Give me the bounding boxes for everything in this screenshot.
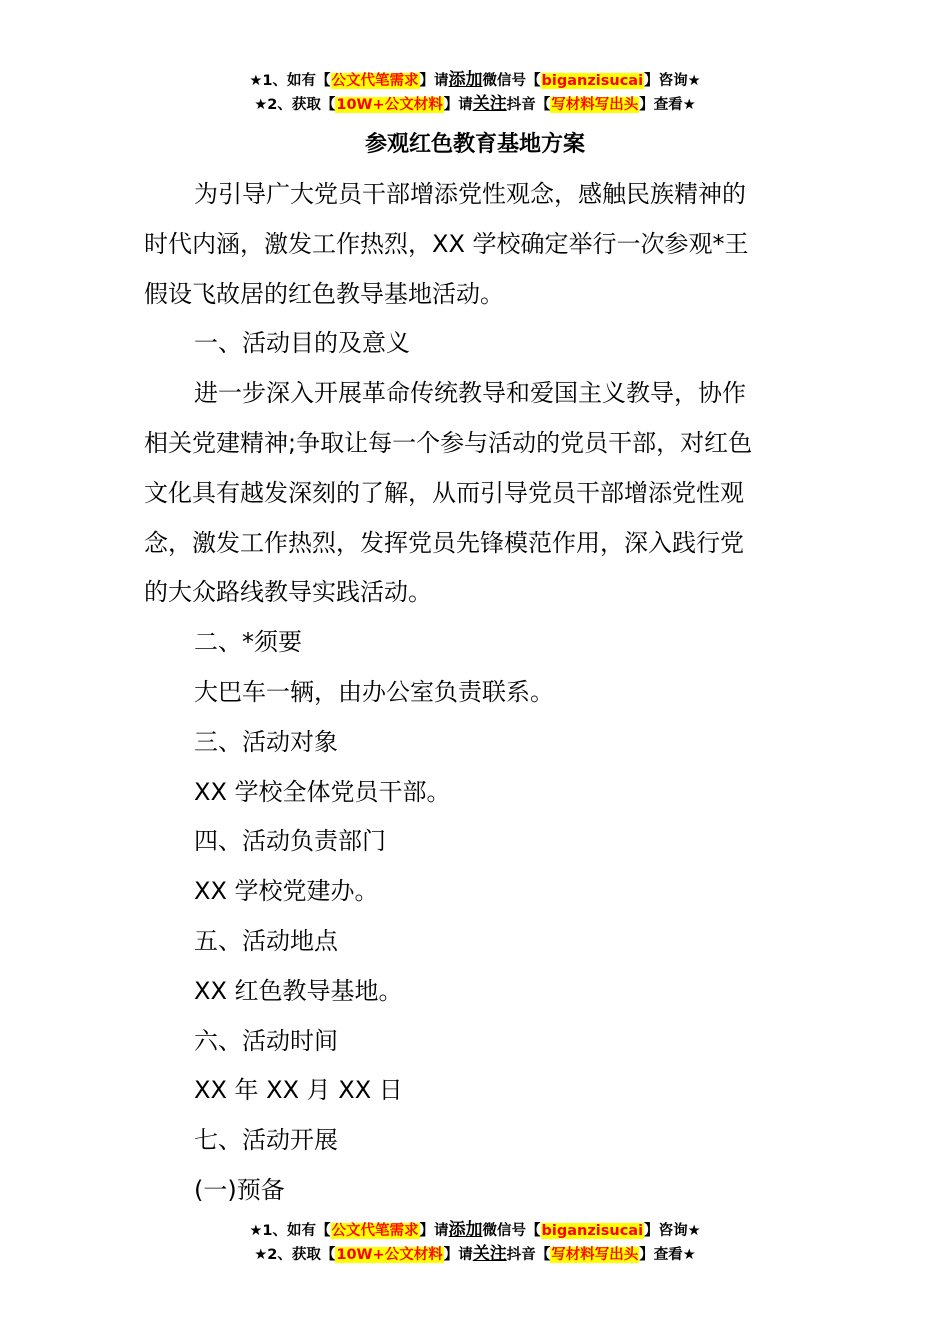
- emphasis-text: 添加: [448, 1220, 483, 1240]
- intro-line: 为引导广大党员干部增添党性观念，感触民族精神的: [194, 180, 746, 208]
- banner-text: ★1、如有【: [249, 73, 331, 89]
- subsection-heading: (一)预备: [194, 1175, 285, 1204]
- banner-text: 微信号【: [482, 73, 541, 89]
- banner-line-2: [0, 1242, 950, 1266]
- emphasis-text: 关注: [472, 94, 507, 114]
- document-body: [144, 170, 804, 1216]
- banner-text: 】请: [443, 1247, 473, 1263]
- banner-text: 】查看★: [639, 1247, 696, 1263]
- intro-line: 假设飞故居的红色教导基地活动。: [144, 279, 504, 308]
- banner-text: 】咨询★: [644, 73, 701, 89]
- banner-text: 】请: [443, 97, 473, 113]
- wechat-id: biganzisucai: [541, 73, 644, 89]
- banner-text: 】请: [419, 73, 449, 89]
- section-heading: 三、活动对象: [194, 727, 338, 756]
- footer-banner: [0, 1218, 950, 1266]
- banner-text: 】咨询★: [644, 1223, 701, 1239]
- section-heading: 一、活动目的及意义: [194, 329, 410, 358]
- douyin-account: 写材料写出头: [551, 1247, 639, 1263]
- section-heading: 二、*须要: [194, 628, 302, 657]
- banner-text: ★2、获取【: [254, 97, 336, 113]
- highlight-text: 10W+公文材料: [336, 1247, 443, 1263]
- section-body: XX 年 XX 月 XX 日: [194, 1076, 403, 1105]
- banner-text: 】请: [419, 1223, 449, 1239]
- intro-line: 时代内涵，激发工作热烈，XX 学校确定举行一次参观*王: [144, 229, 749, 258]
- section-heading: 五、活动地点: [194, 926, 338, 955]
- banner-text: 】查看★: [639, 97, 696, 113]
- section-line: 进一步深入开展革命传统教导和爱国主义教导，协作: [194, 379, 746, 408]
- section-line: 念，激发工作热烈，发挥党员先锋模范作用，深入践行党: [144, 528, 744, 557]
- banner-line-2: [0, 92, 950, 116]
- section-heading: 四、活动负责部门: [194, 827, 386, 856]
- douyin-account: 写材料写出头: [551, 97, 639, 113]
- section-line: 相关党建精神;争取让每一个参与活动的党员干部，对红色: [144, 428, 753, 457]
- section-body: XX 学校全体党员干部。: [194, 777, 451, 806]
- banner-text: ★2、获取【: [254, 1247, 336, 1263]
- banner-text: 抖音【: [506, 97, 551, 113]
- section-line: 的大众路线教导实践活动。: [144, 578, 432, 607]
- highlight-text: 公文代笔需求: [331, 73, 419, 89]
- banner-text: ★1、如有【: [249, 1223, 331, 1239]
- section-body: 大巴车一辆，由办公室负责联系。: [194, 677, 554, 706]
- banner-line-1: [0, 1218, 950, 1242]
- section-body: XX 红色教导基地。: [194, 976, 403, 1005]
- banner-text: 抖音【: [506, 1247, 551, 1263]
- highlight-text: 公文代笔需求: [331, 1223, 419, 1239]
- highlight-text: 10W+公文材料: [336, 97, 443, 113]
- section-heading: 六、活动时间: [194, 1026, 338, 1055]
- document-title: 参观红色教育基地方案: [364, 132, 585, 157]
- section-heading: 七、活动开展: [194, 1126, 338, 1155]
- section-line: 文化具有越发深刻的了解，从而引导党员干部增添党性观: [144, 478, 744, 507]
- emphasis-text: 添加: [448, 70, 483, 90]
- emphasis-text: 关注: [472, 1244, 507, 1264]
- banner-text: 微信号【: [482, 1223, 541, 1239]
- banner-line-1: [0, 68, 950, 92]
- wechat-id: biganzisucai: [541, 1223, 644, 1239]
- section-body: XX 学校党建办。: [194, 877, 379, 906]
- header-banner: [0, 68, 950, 116]
